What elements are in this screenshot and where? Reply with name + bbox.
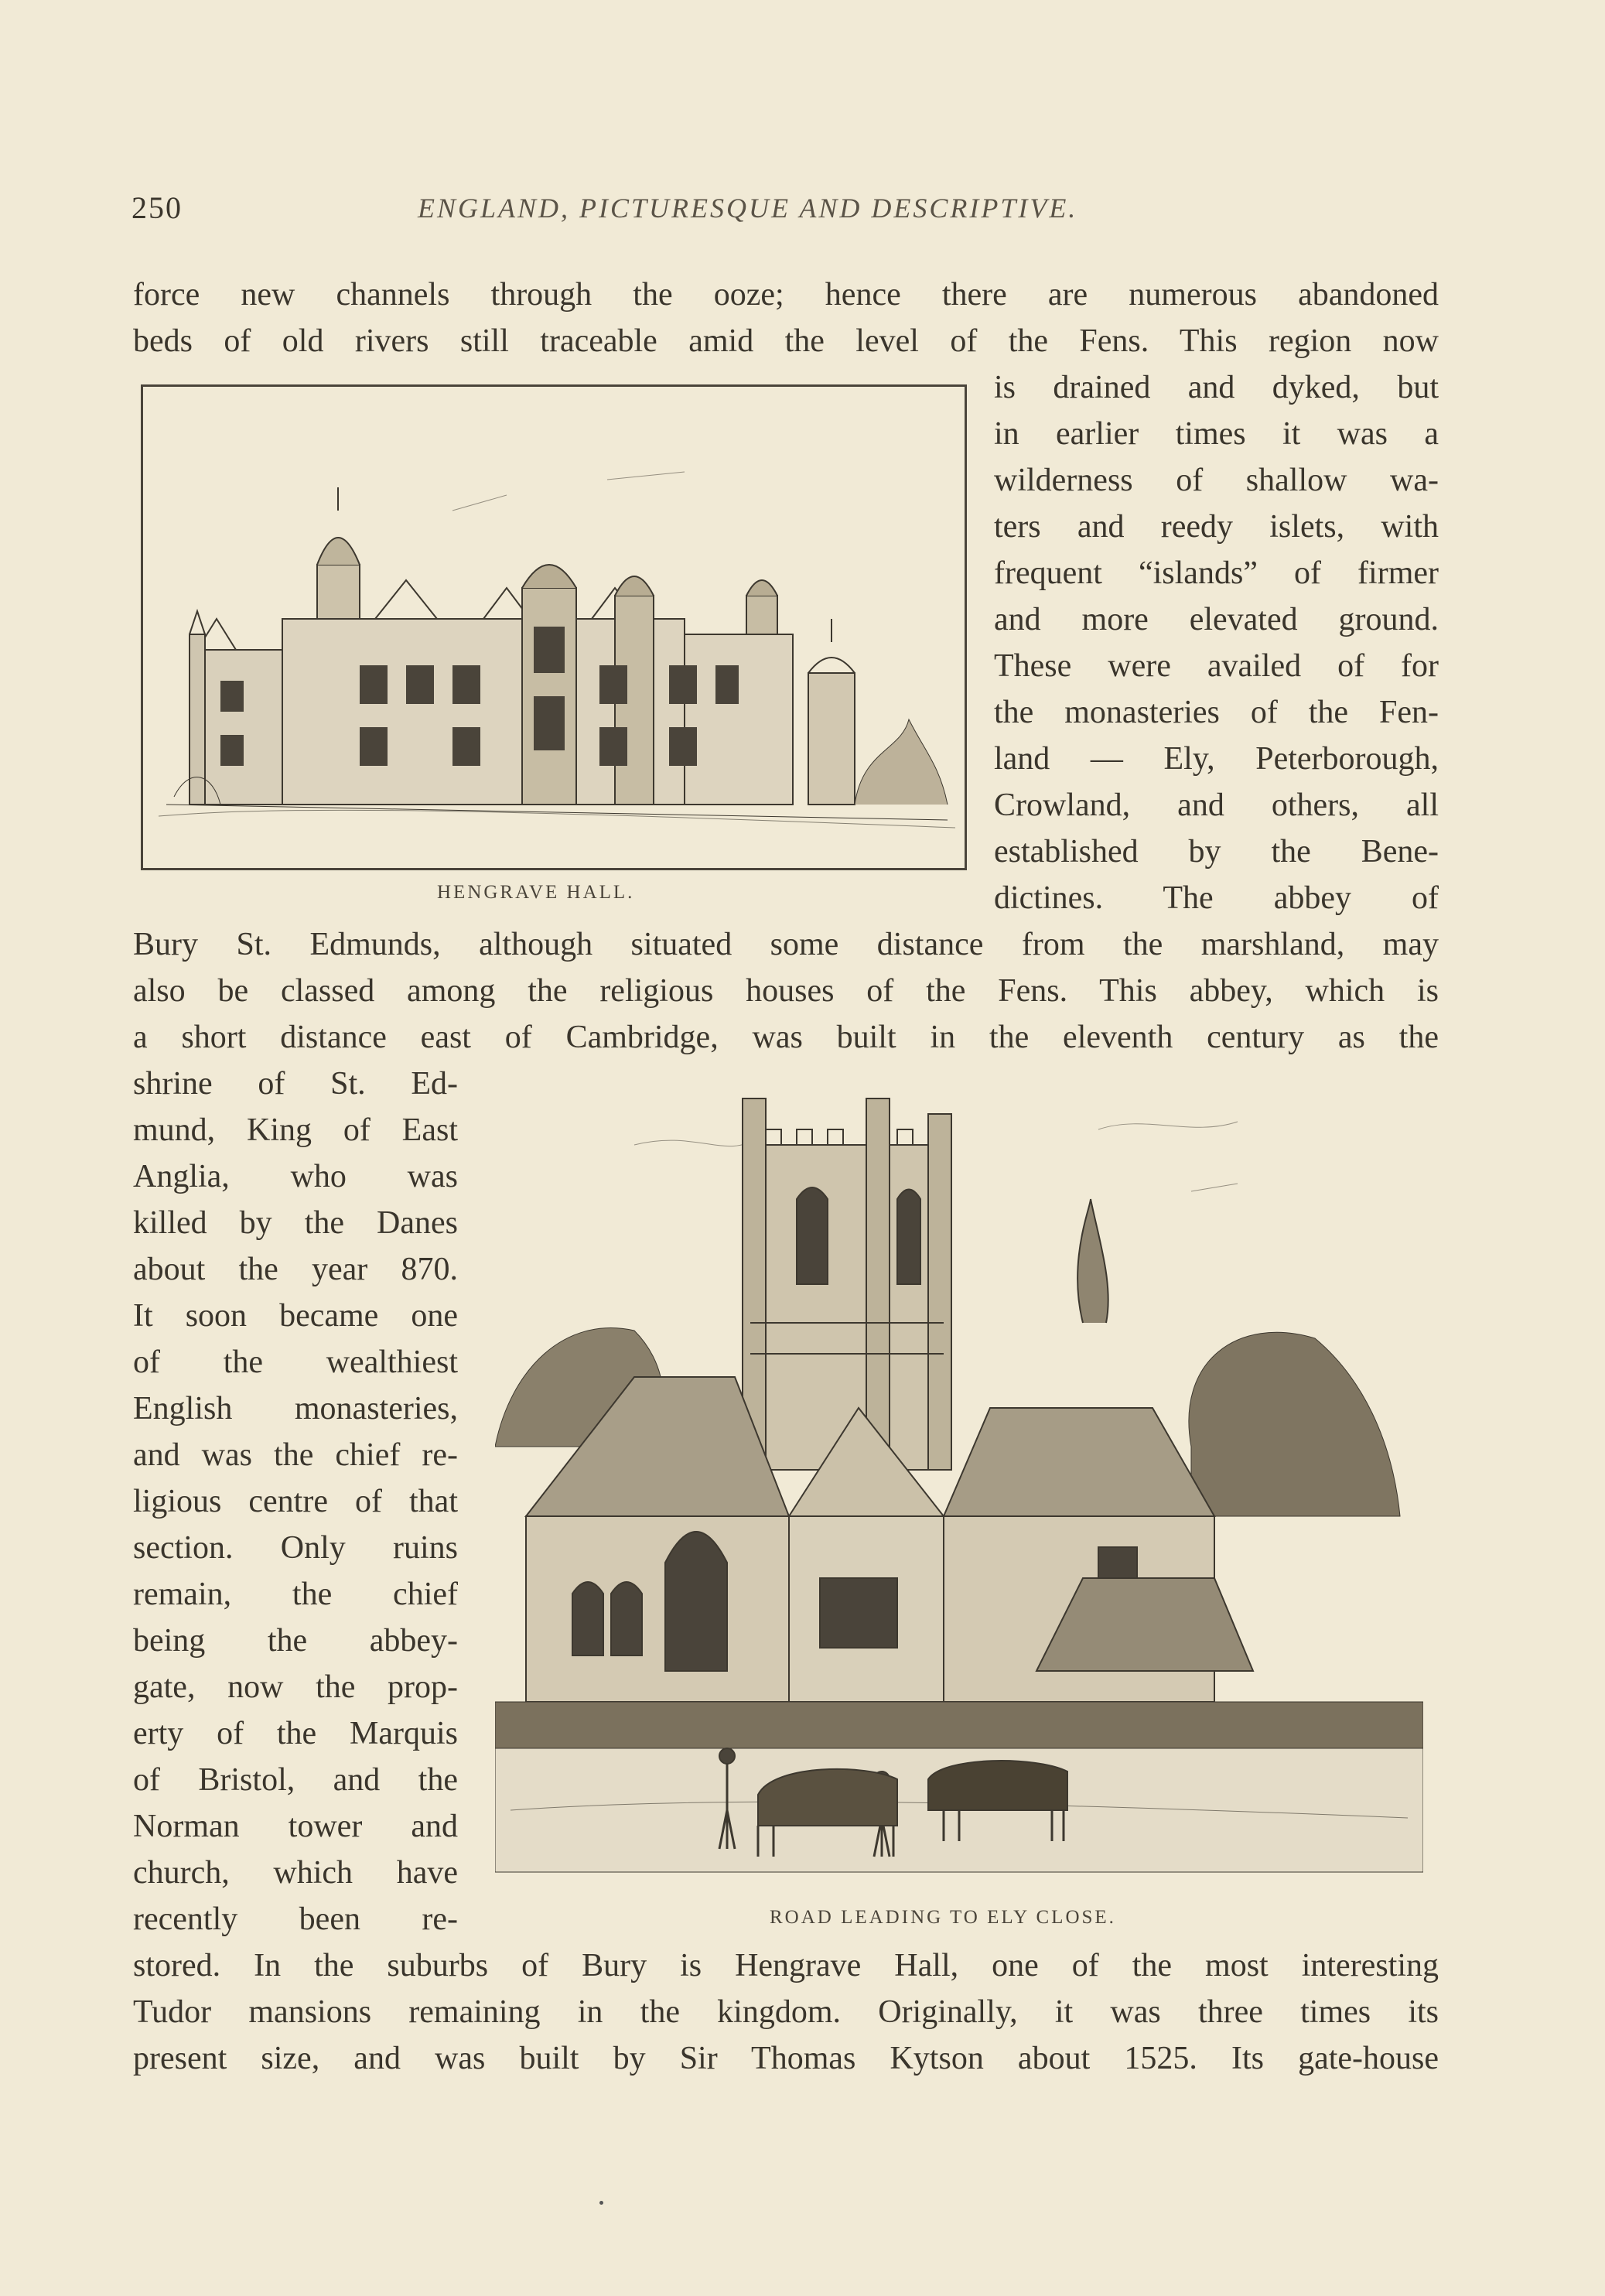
- left-column-line: remain, the chief: [133, 1577, 458, 1612]
- right-column-line: frequent “islands” of firmer: [994, 555, 1439, 591]
- left-column-line: killed by the Danes: [133, 1205, 458, 1241]
- left-column-line: of the wealthiest: [133, 1344, 458, 1380]
- left-column-line: mund, King of East: [133, 1112, 458, 1148]
- left-column-line: It soon became one: [133, 1298, 458, 1334]
- right-column-line: and more elevated ground.: [994, 602, 1439, 637]
- hengrave-hall-caption: HENGRAVE HALL.: [437, 882, 635, 903]
- left-column-line: Norman tower and: [133, 1809, 458, 1844]
- body-line: a short distance east of Cambridge, was built in the eleventh century as the: [133, 1020, 1439, 1055]
- left-column-line: English monasteries,: [133, 1391, 458, 1426]
- left-column-line: gate, now the prop-: [133, 1669, 458, 1705]
- page-number: 250: [131, 190, 183, 225]
- left-column-line: church, which have: [133, 1855, 458, 1891]
- left-column-line: being the abbey-: [133, 1623, 458, 1659]
- body-line: force new channels through the ooze; hence there are numerous abandoned: [133, 277, 1439, 313]
- left-column-line: erty of the Marquis: [133, 1716, 458, 1751]
- body-line: present size, and was built by Sir Thomas Kytson about 1525. Its gate-house: [133, 2041, 1439, 2076]
- body-line: Tudor mansions remaining in the kingdom. Originally, it was three times its: [133, 1994, 1439, 2030]
- right-column-line: in earlier times it was a: [994, 416, 1439, 452]
- right-column-line: land — Ely, Peterborough,: [994, 741, 1439, 777]
- body-line: also be classed among the religious houses of the Fens. This abbey, which is: [133, 973, 1439, 1009]
- right-column-line: dictines. The abbey of: [994, 880, 1439, 916]
- left-column-line: about the year 870.: [133, 1252, 458, 1287]
- right-column-line: These were availed of for: [994, 648, 1439, 684]
- body-line: stored. In the suburbs of Bury is Hengrave Hall, one of the most interesting: [133, 1948, 1439, 1983]
- hengrave-hall-illustration-frame: [141, 384, 967, 870]
- left-column-line: Anglia, who was: [133, 1159, 458, 1194]
- right-column-line: ters and reedy islets, with: [994, 509, 1439, 545]
- left-column-line: section. Only ruins: [133, 1530, 458, 1566]
- right-column-line: the monasteries of the Fen-: [994, 695, 1439, 730]
- right-column-line: Crowland, and others, all: [994, 788, 1439, 823]
- body-line: beds of old rivers still traceable amid the level of the Fens. This region now: [133, 323, 1439, 359]
- ely-close-engraving: [495, 1083, 1423, 1888]
- ely-close-caption: ROAD LEADING TO ELY CLOSE.: [770, 1907, 1116, 1928]
- running-head: ENGLAND, PICTURESQUE AND DESCRIPTIVE.: [418, 193, 1078, 224]
- right-column-line: is drained and dyked, but: [994, 370, 1439, 405]
- body-line: Bury St. Edmunds, although situated some distance from the marshland, may: [133, 927, 1439, 962]
- right-column-line: established by the Bene-: [994, 834, 1439, 870]
- left-column-line: ligious centre of that: [133, 1484, 458, 1519]
- left-column-line: shrine of St. Ed-: [133, 1066, 458, 1102]
- right-column-line: wilderness of shallow wa-: [994, 463, 1439, 498]
- left-column-line: recently been re-: [133, 1901, 458, 1937]
- left-column-line: of Bristol, and the: [133, 1762, 458, 1798]
- page-speck: [599, 2201, 603, 2205]
- hengrave-hall-engraving: [143, 387, 965, 868]
- left-column-line: and was the chief re-: [133, 1437, 458, 1473]
